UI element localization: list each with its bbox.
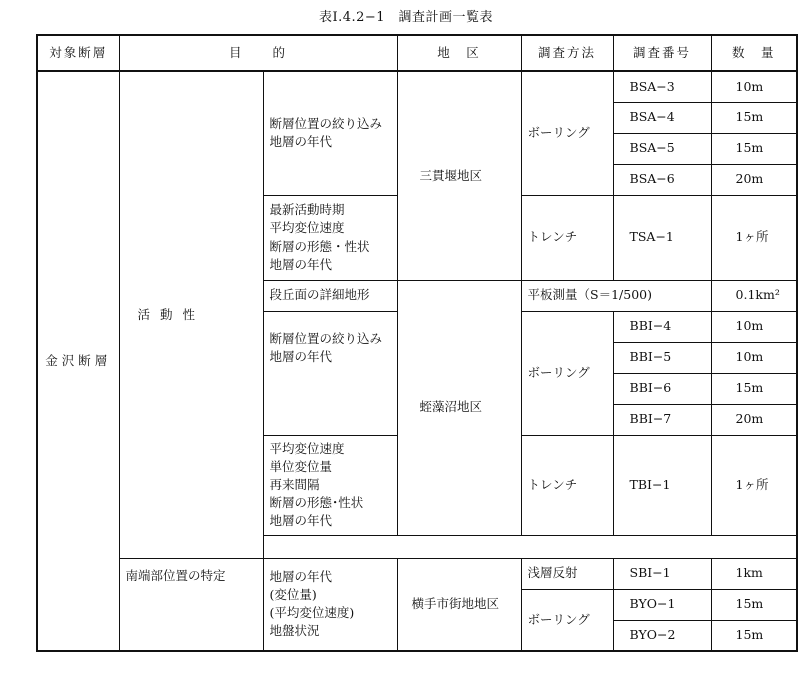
area-yokote-cell: 横手市街地地区 bbox=[397, 558, 521, 651]
purpose-activity-cell: 活動性 bbox=[119, 71, 263, 558]
survey-no-cell: BYO−1 bbox=[613, 589, 711, 620]
method-boring-cell: ボーリング bbox=[521, 589, 613, 651]
survey-no-cell: BBI−5 bbox=[613, 342, 711, 373]
header-purpose: 目 的 bbox=[119, 35, 397, 71]
quantity-cell: 20m bbox=[711, 404, 797, 435]
header-area: 地 区 bbox=[397, 35, 521, 71]
table-caption: 表Ⅰ.4.2−1 調査計画一覧表 bbox=[318, 10, 494, 25]
survey-no-cell: TSA−1 bbox=[613, 195, 711, 280]
purpose-detail-cell: 地層の年代 (変位量) (平均変位速度) 地盤状況 bbox=[263, 558, 397, 651]
method-trench-cell: トレンチ bbox=[521, 435, 613, 535]
method-shallow-reflection-cell: 浅層反射 bbox=[521, 558, 613, 589]
table-row bbox=[37, 558, 797, 589]
purpose-detail-cell: 平均変位速度 単位変位量 再来間隔 断層の形態･性状 地層の年代 bbox=[263, 435, 397, 535]
purpose-south-cell: 南端部位置の特定 bbox=[119, 558, 263, 651]
area-sanganzeki-cell: 三貫堰地区 bbox=[397, 71, 521, 280]
survey-no-cell: SBI−1 bbox=[613, 558, 711, 589]
quantity-cell: 1km bbox=[711, 558, 797, 589]
quantity-cell: 1ヶ所 bbox=[711, 435, 797, 535]
purpose-detail-cell: 段丘面の詳細地形 bbox=[263, 280, 397, 311]
area-hirumo-cell: 蛭藻沼地区 bbox=[397, 280, 521, 535]
method-boring-cell: ボーリング bbox=[521, 311, 613, 435]
method-trench-cell: トレンチ bbox=[521, 195, 613, 280]
survey-no-cell: BBI−6 bbox=[613, 373, 711, 404]
survey-no-cell: BSA−5 bbox=[613, 133, 711, 164]
survey-no-cell: BSA−3 bbox=[613, 71, 711, 102]
header-method: 調査方法 bbox=[521, 35, 613, 71]
quantity-cell: 1ヶ所 bbox=[711, 195, 797, 280]
quantity-cell: 0.1km² bbox=[711, 280, 797, 311]
quantity-cell: 15m bbox=[711, 373, 797, 404]
fault-name-cell: 金沢断層 bbox=[37, 71, 119, 651]
survey-no-cell: BSA−4 bbox=[613, 102, 711, 133]
method-boring-cell: ボーリング bbox=[521, 71, 613, 195]
quantity-cell: 15m bbox=[711, 589, 797, 620]
purpose-detail-cell: 最新活動時期 平均変位速度 断層の形態・性状 地層の年代 bbox=[263, 195, 397, 280]
quantity-cell: 15m bbox=[711, 102, 797, 133]
survey-no-cell: BBI−4 bbox=[613, 311, 711, 342]
quantity-cell: 20m bbox=[711, 164, 797, 195]
header-row bbox=[37, 35, 797, 71]
survey-no-cell: TBI−1 bbox=[613, 435, 711, 535]
table-row bbox=[37, 71, 797, 102]
header-target-fault: 対象断層 bbox=[37, 35, 119, 71]
purpose-detail-cell: 断層位置の絞り込み 地層の年代 bbox=[263, 71, 397, 195]
quantity-cell: 15m bbox=[711, 620, 797, 651]
survey-plan-table bbox=[36, 34, 798, 652]
survey-no-cell: BYO−2 bbox=[613, 620, 711, 651]
quantity-cell: 15m bbox=[711, 133, 797, 164]
survey-no-cell: BSA−6 bbox=[613, 164, 711, 195]
header-quantity: 数 量 bbox=[711, 35, 797, 71]
quantity-cell: 10m bbox=[711, 342, 797, 373]
header-survey-no: 調査番号 bbox=[613, 35, 711, 71]
quantity-cell: 10m bbox=[711, 71, 797, 102]
survey-no-cell: BBI−7 bbox=[613, 404, 711, 435]
quantity-cell: 10m bbox=[711, 311, 797, 342]
purpose-detail-cell: 断層位置の絞り込み 地層の年代 bbox=[263, 311, 397, 435]
method-plane-table-cell: 平板測量（S＝1/500) bbox=[521, 280, 711, 311]
